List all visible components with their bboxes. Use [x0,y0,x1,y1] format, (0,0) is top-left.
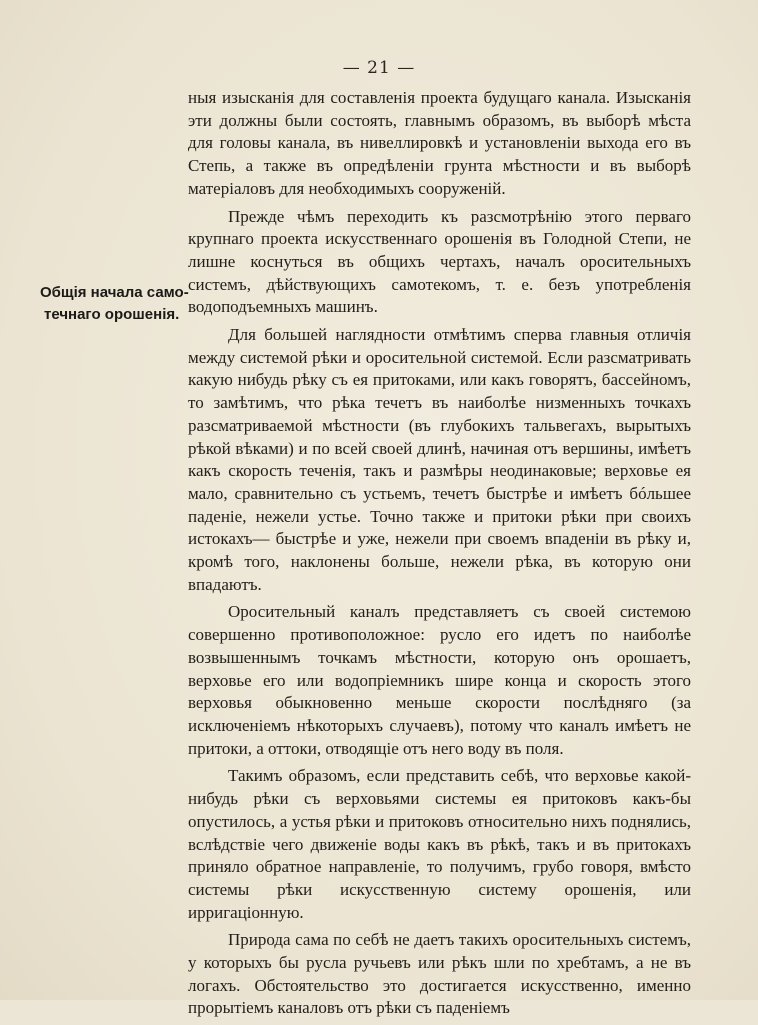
margin-heading [40,282,188,326]
paragraph-continuation: ныя изысканія для составленія проекта будущаго канала. Изысканія эти должны были состоять, главнымъ образомъ, въ выборѣ мѣста для головы канала, въ нивеллировкѣ и установленіи выхода его въ Степь, а также въ опредѣленіи грунта мѣстности и въ выборѣ матеріаловъ для необходимыхъ сооруженій. [188,88,691,198]
paragraph: Такимъ образомъ, если представить себѣ, что верховье какой-нибудь рѣки съ верховьями системы ея притоковъ какъ-бы опустилось, а устья рѣки и притоковъ относительно нихъ поднялись, вслѣдствіе чего движеніе воды какъ въ рѣкѣ, такъ и въ притокахъ приняло обратное направленіе, то получимъ, грубо говоря, вмѣсто системы рѣки искусственную систему орошенія, или ирригаціонную. [188,766,691,922]
body-text [188,87,691,1025]
paragraph: Природа сама по себѣ не даетъ такихъ оросительныхъ системъ, у которыхъ бы русла ручьевъ или рѣкъ шли по хребтамъ, а не въ логахъ. Обстоятельство это достигается искусственно, именно прорытіемъ каналовъ отъ рѣки съ паденіемъ [188,930,691,1018]
paragraph: Прежде чѣмъ переходить къ разсмотрѣнію этого перваго крупнаго проекта искусственнаго орошенія въ Голодной Степи, не лишне коснуться въ общихъ чертахъ, началъ оросительныхъ системъ, дѣйствующихъ самотекомъ, т. е. безъ употребленія водоподъемныхъ машинъ. [188,206,691,317]
page-number: — 21 — [342,58,416,78]
paragraph: Оросительный каналъ представляетъ съ своей системою совершенно противоположное: русло его идетъ по наиболѣе возвышеннымъ точкамъ мѣстности, которую онъ орошаетъ, верховье его или водопріемникъ шире конца и скорость этого верховья обыкновенно меньше скорости послѣдняго (за исключеніемъ нѣкоторыхъ случаевъ), потому что каналъ имѣетъ не притоки, а оттоки, отводящіе отъ него воду въ поля. [188,602,691,758]
paragraph: Для большей наглядности отмѣтимъ сперва главныя отличія между системой рѣки и оросительной системой. Если разсматривать какую нибудь рѣку съ ея притоками, или какъ говорятъ, бассейномъ, то замѣтимъ, что рѣка течетъ въ наиболѣе низменныхъ точкахъ разсматриваемой мѣстности (въ глубокихъ тальвегахъ, вырытыхъ рѣкой вѣками) и по всей своей длинѣ, начиная отъ вершины, имѣетъ какъ скорость теченія, такъ и размѣры неодинаковые; верховье ея мало, сравнительно съ устьемъ, течетъ быстрѣе и имѣетъ бóльшее паденіе, нежели устье. Точно также и притоки рѣки при своихъ истокахъ— быстрѣе и уже, нежели при своемъ впаденіи въ рѣку и, кромѣ того, наклонены больше, нежели рѣка, въ которую они впадаютъ. [188,325,691,594]
margin-heading-line-2: течнаго орошенія. [44,306,180,323]
margin-heading-line-1: Общія начала само- [40,284,189,301]
